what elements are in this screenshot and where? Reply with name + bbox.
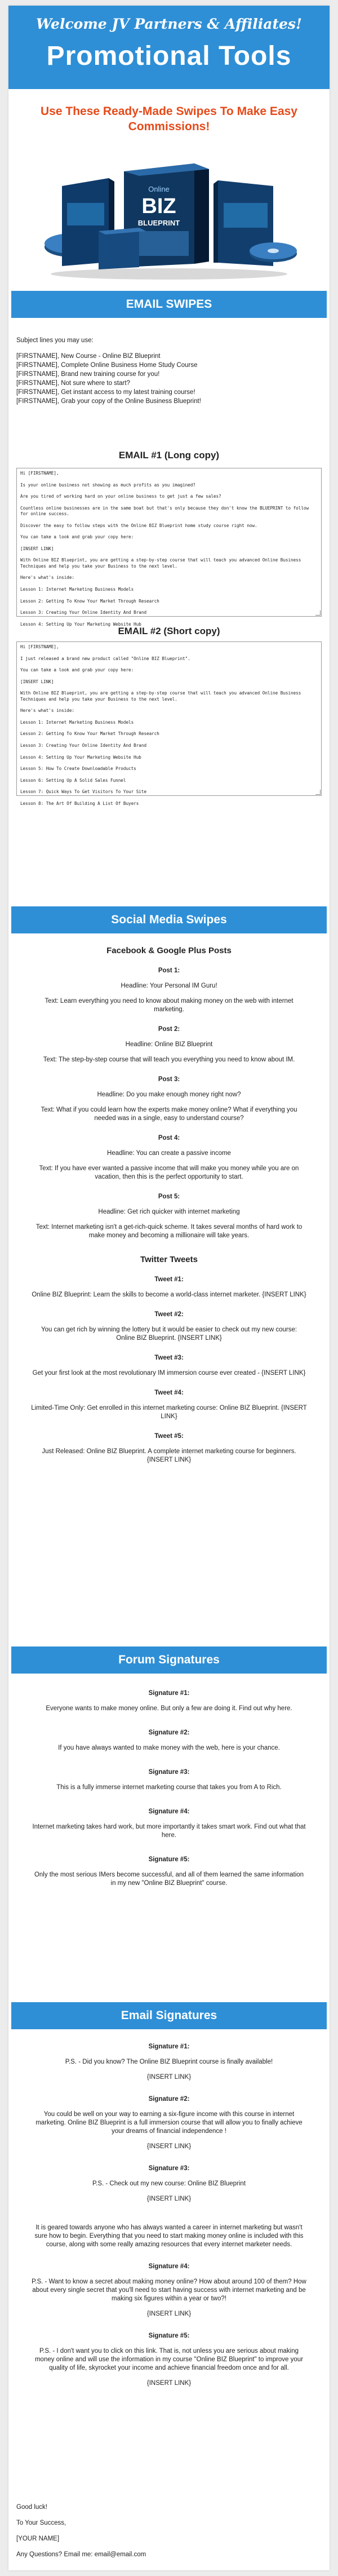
spacer <box>31 1319 307 1326</box>
items-text: Everyone wants to make money online. But only a few are doing it. Find out why here. <box>46 1705 292 1712</box>
spacer <box>31 1034 307 1041</box>
spacer <box>31 1777 307 1783</box>
posts-label: Post 3: <box>158 1076 180 1083</box>
content-block <box>8 2095 330 2151</box>
subject-line: [FIRSTNAME], Get instant access to my latest training course! <box>16 389 195 396</box>
items-label: Signature #3: <box>148 1769 190 1776</box>
email-line <box>20 581 318 587</box>
email-line <box>20 673 318 679</box>
tweets-label: Tweet #1: <box>154 1276 184 1283</box>
email-line <box>20 714 318 720</box>
spacer <box>31 2051 307 2058</box>
spacer <box>31 2217 307 2224</box>
posts-text: Text: Internet marketing isn't a get-rich-quick scheme. It takes several months of hard work to make money and becoming a millionaire will take years. <box>35 1224 303 1239</box>
items-label: Signature #2: <box>148 1729 190 1736</box>
email-line <box>20 725 318 731</box>
email-line: Lesson 4: Setting Up Your Marketing Website Hub <box>20 754 141 760</box>
welcome-heading: Welcome JV Partners & Affiliates! <box>36 16 302 32</box>
resize-handle-icon[interactable] <box>315 610 321 616</box>
items-text: P.S. - Check out my new course: Online BIZ Blueprint <box>92 2180 246 2187</box>
subject-intro: Subject lines you may use: <box>16 337 94 344</box>
footer-questions: Any Questions? Email me: email@email.com <box>16 2551 146 2558</box>
posts-label: Post 2: <box>158 1026 180 1033</box>
email-line: With Online BIZ Blueprint, you are getting a step-by-step course that will teach you advanced Online Business Techniques and help you take your Business to the next level. <box>20 691 304 702</box>
items-label: Signature #5: <box>148 2332 190 2339</box>
posts-headline: Headline: You can create a passive income <box>107 1150 231 1157</box>
forum-signatures-section <box>8 1646 330 1888</box>
tweets-text: You can get rich by winning the lottery but it would be easier to check out my new course: Online BIZ Blueprint. {INSERT LINK} <box>41 1326 297 1342</box>
email-line: Lesson 1: Internet Marketing Business Models <box>20 719 134 725</box>
section-heading-email-signatures: Email Signatures <box>11 2002 327 2029</box>
posts-headline: Headline: Your Personal IM Guru! <box>121 982 217 989</box>
spacer <box>31 1143 307 1149</box>
spacer <box>31 2303 307 2310</box>
items-text: You could be well on your way to earning a six-figure income with this course in internet marketing. Online BIZ Blueprint is a full immersion course that will allow you to finally achieve your dreams of financial independence ! <box>35 2111 303 2135</box>
email-line <box>20 662 318 667</box>
items-text: If you have always wanted to make money with the web, here is your chance. <box>58 1745 280 1751</box>
email-line <box>20 795 318 801</box>
email-line: [INSERT LINK] <box>20 679 54 684</box>
content-block <box>8 2332 330 2388</box>
email-line: Lesson 8: The Art Of Building A List Of Buyers <box>20 801 139 807</box>
email-line: Lesson 5: How To Create Downloadable Products <box>20 766 136 772</box>
content-block <box>8 1354 330 1378</box>
email-line <box>20 685 318 691</box>
footer-success: To Your Success, <box>16 2520 66 2526</box>
spacer <box>31 2271 307 2278</box>
email-line: Is your online business not showing as much profits as you imagined? <box>20 482 195 488</box>
items-text: P.S. - Did you know? The Online BIZ Blueprint course is finally available! <box>65 2059 273 2065</box>
spacer <box>31 2066 307 2073</box>
email-line: Discover the easy to follow steps with the Online BIZ Blueprint home study course right now. <box>20 523 257 528</box>
content-block <box>8 1389 330 1421</box>
tweets-text: Online BIZ Blueprint: Learn the skills to become a world-class internet marketer. {INSERT LINK} <box>32 1291 306 1298</box>
email-line: Lesson 2: Getting To Know Your Market Through Research <box>20 731 159 737</box>
email-line <box>20 604 318 610</box>
facebook-posts <box>8 967 330 1240</box>
posts-headline: Headline: Online BIZ Blueprint <box>125 1041 213 1048</box>
items-link[interactable]: {INSERT LINK} <box>146 2311 192 2317</box>
footer-name: [YOUR NAME] <box>16 2535 60 2542</box>
posts-label: Post 5: <box>158 1193 180 1200</box>
email-line <box>20 592 318 598</box>
email1-textarea[interactable] <box>16 468 322 627</box>
subject-line: [FIRSTNAME], Grab your copy of the Online Business Blueprint! <box>16 398 201 405</box>
items-text: Only the most serious IMers become successful, and all of them learned the same information in my new "Online BIZ Blueprint" course. <box>34 1871 304 1887</box>
page <box>8 6 330 2570</box>
spacer <box>31 2340 307 2347</box>
items-link[interactable]: {INSERT LINK} <box>146 2074 192 2081</box>
email-line: Hi [FIRSTNAME], <box>20 644 59 649</box>
items-link[interactable]: {INSERT LINK} <box>146 2143 192 2150</box>
email-line: [INSERT LINK] <box>20 546 54 551</box>
footer-luck: Good luck! <box>16 2504 47 2511</box>
spacer <box>31 1698 307 1705</box>
email-signature-list <box>8 2043 330 2388</box>
items-link[interactable]: {INSERT LINK} <box>146 2196 192 2202</box>
content-block <box>8 1276 330 1299</box>
page-title: Promotional Tools <box>46 41 292 71</box>
email-line: Here's what's inside: <box>20 708 75 714</box>
spacer <box>31 1441 307 1448</box>
spacer <box>31 2188 307 2195</box>
email-line <box>20 784 318 789</box>
email-line: Lesson 3: Creating Your Online Identity And Brand <box>20 743 147 749</box>
spacer <box>31 1049 307 1056</box>
email-line: You can take a look and grab your copy here: <box>20 667 134 673</box>
tweets-label: Tweet #4: <box>154 1389 184 1396</box>
items-label: Signature #3: <box>148 2165 190 2172</box>
items-text: It is geared towards anyone who has always wanted a career in internet marketing but wasn't sure how to begin. Everything that you need to start making money online is included with this course, along with some really amazing resources that every internet marketer needs. <box>34 2224 304 2248</box>
section-heading-social: Social Media Swipes <box>11 906 327 933</box>
subject-line: [FIRSTNAME], Brand new training course for you! <box>16 371 160 378</box>
resize-handle-icon[interactable] <box>315 790 321 795</box>
spacer <box>31 975 307 982</box>
spacer <box>31 1084 307 1091</box>
posts-headline: Headline: Do you make enough money right now? <box>97 1091 241 1098</box>
email-line <box>20 488 318 494</box>
email-line <box>20 616 318 621</box>
spacer <box>31 990 307 997</box>
header-banner <box>8 6 330 89</box>
email-line <box>20 541 318 546</box>
posts-text: Text: Learn everything you need to know about making money on the web with internet marketing. <box>45 998 293 1013</box>
tweets-label: Tweet #5: <box>154 1433 184 1440</box>
items-text: P.S. - Want to know a secret about making money online? How about around 100 of them? How about every single secret that you'll need to start having success with internet marketing and be making six figures within a year or two?! <box>32 2278 306 2302</box>
content-block <box>8 2043 330 2082</box>
email-line <box>20 650 318 656</box>
posts-text: Text: What if you could learn how the experts make money online? What if everything you needed was in a single, easy to understand course? <box>41 1106 297 1122</box>
content-block <box>8 1432 330 1464</box>
content-block <box>8 1768 330 1792</box>
email-line: I just released a brand new product called "Online BIZ Blueprint". <box>20 656 190 661</box>
items-text: This is a fully immerse internet marketing course that takes you from A to Rich. <box>56 1784 282 1791</box>
content-block <box>8 1729 330 1752</box>
email-line <box>20 529 318 534</box>
content-block <box>8 2217 330 2249</box>
tagline: Use These Ready-Made Swipes To Make Easy Commissions! <box>41 105 297 133</box>
email-line <box>20 760 318 766</box>
items-text: P.S. - I don't want you to click on this link. That is, not unless you are serious about making money online and will use the information in my course "Online BIZ Blueprint" to improve your quality of life, skyrocket your income and achieve financial freedom once and for all. <box>34 2348 304 2371</box>
email-line <box>20 569 318 575</box>
email-line <box>20 499 318 505</box>
email-line: Lesson 6: Setting Up A Solid Sales Funnel <box>20 777 126 783</box>
content-block <box>8 967 330 1014</box>
section-heading-email-swipes: EMAIL SWIPES <box>11 291 327 318</box>
email-line: With Online BIZ Blueprint, you are getting a step-by-step course that will teach you advanced Online Business Techniques and help you take your Business to the next level. <box>20 557 304 569</box>
email-line <box>20 702 318 708</box>
spacer <box>31 1284 307 1291</box>
spacer <box>31 2173 307 2180</box>
email2-textarea[interactable] <box>16 641 322 807</box>
items-label: Signature #1: <box>148 2043 190 2050</box>
spacer <box>31 1397 307 1404</box>
product-image <box>8 147 330 282</box>
box-title-text: BIZ <box>141 194 176 218</box>
email1-title: EMAIL #1 (Long copy) <box>118 450 220 461</box>
email-line: Here's what's inside: <box>20 575 75 581</box>
email-line: Lesson 7: Quick Ways To Get Visitors To Your Site <box>20 789 147 795</box>
email-line <box>20 552 318 557</box>
items-label: Signature #4: <box>148 2263 190 2270</box>
footer <box>8 2503 330 2559</box>
spacer <box>31 1864 307 1871</box>
forum-signature-list <box>8 1689 330 1888</box>
subject-line: [FIRSTNAME], Not sure where to start? <box>16 380 130 387</box>
posts-label: Post 1: <box>158 967 180 974</box>
content-block <box>8 2165 330 2203</box>
items-label: Signature #5: <box>148 1856 190 1863</box>
posts-label: Post 4: <box>158 1135 180 1141</box>
spacer <box>31 2373 307 2379</box>
email-line <box>20 517 318 523</box>
twitter-tweets <box>8 1276 330 1464</box>
spacer <box>31 1216 307 1223</box>
social-media-section <box>8 906 330 1464</box>
facebook-heading: Facebook & Google Plus Posts <box>106 946 232 955</box>
content-block <box>8 1689 330 1713</box>
box-brand-text: Online <box>148 185 170 193</box>
spacer <box>31 1099 307 1106</box>
email-line: Are you tired of working hard on your online business to get just a few sales? <box>20 494 221 499</box>
spacer <box>31 2136 307 2143</box>
twitter-heading: Twitter Tweets <box>140 1255 198 1264</box>
tweets-text: Limited-Time Only: Get enrolled in this internet marketing course: Online BIZ Blueprint. {INSERT LINK} <box>31 1405 307 1420</box>
subject-lines-block <box>8 336 330 406</box>
spacer <box>31 2104 307 2110</box>
email-signatures-section <box>8 2002 330 2388</box>
content-block <box>8 1134 330 1181</box>
subject-line: [FIRSTNAME], Complete Online Business Home Study Course <box>16 362 198 369</box>
email-line <box>20 772 318 778</box>
email-line <box>20 749 318 754</box>
email-line: Lesson 4: Setting Up Your Marketing Website Hub <box>20 621 141 627</box>
tweets-text: Get your first look at the most revolutionary IM immersion course ever created - {INSERT LINK} <box>32 1370 306 1376</box>
email-swipes-section <box>8 291 330 807</box>
email-line: Hi [FIRSTNAME], <box>20 471 59 476</box>
email2-title: EMAIL #2 (Short copy) <box>118 626 220 636</box>
posts-text: Text: If you have ever wanted a passive income that will make you money while you are on vacation, then this is the perfect opportunity to start. <box>39 1165 299 1180</box>
tweets-text: Just Released: Online BIZ Blueprint. A complete internet marketing course for beginners. {INSERT LINK} <box>42 1448 296 1463</box>
spacer <box>31 1737 307 1744</box>
tweets-label: Tweet #2: <box>154 1311 184 1318</box>
email-line: You can take a look and grab your copy here: <box>20 534 134 540</box>
items-link[interactable]: {INSERT LINK} <box>146 2380 192 2387</box>
tweets-label: Tweet #3: <box>154 1355 184 1361</box>
subject-list <box>16 352 322 406</box>
content-block <box>8 1075 330 1123</box>
content-block <box>8 1856 330 1888</box>
posts-headline: Headline: Get rich quicker with internet marketing <box>98 1209 240 1215</box>
content-block <box>8 1193 330 1240</box>
content-block <box>8 2263 330 2318</box>
email-line: Lesson 3: Creating Your Online Identity And Brand <box>20 610 147 616</box>
spacer <box>31 1201 307 1208</box>
email-line: Lesson 1: Internet Marketing Business Models <box>20 586 134 592</box>
items-label: Signature #1: <box>148 1690 190 1697</box>
content-block <box>8 1808 330 1840</box>
product-bundle-graphic <box>8 147 330 282</box>
section-heading-forum: Forum Signatures <box>11 1646 327 1674</box>
items-label: Signature #2: <box>148 2096 190 2103</box>
spacer <box>31 1362 307 1369</box>
content-block <box>8 1025 330 1064</box>
items-label: Signature #4: <box>148 1808 190 1815</box>
email-line: Countless online businesses are in the same boat but that's only because they don't know the BLUEPRINT to follow for online success. <box>20 505 312 517</box>
posts-text: Text: The step-by-step course that will teach you everything you need to know about IM. <box>43 1056 295 1063</box>
spacer <box>31 1158 307 1165</box>
content-block <box>8 1311 330 1343</box>
email-line: Lesson 2: Getting To Know Your Market Through Research <box>20 598 159 604</box>
box-subtitle-text: BLUEPRINT <box>137 219 180 227</box>
spacer <box>31 1816 307 1823</box>
subject-line: [FIRSTNAME], New Course - Online BIZ Blueprint <box>16 353 161 360</box>
items-text: Internet marketing takes hard work, but more importantly it takes smart work. Find out what that here. <box>32 1823 306 1839</box>
email-line <box>20 737 318 743</box>
email-line <box>20 476 318 482</box>
